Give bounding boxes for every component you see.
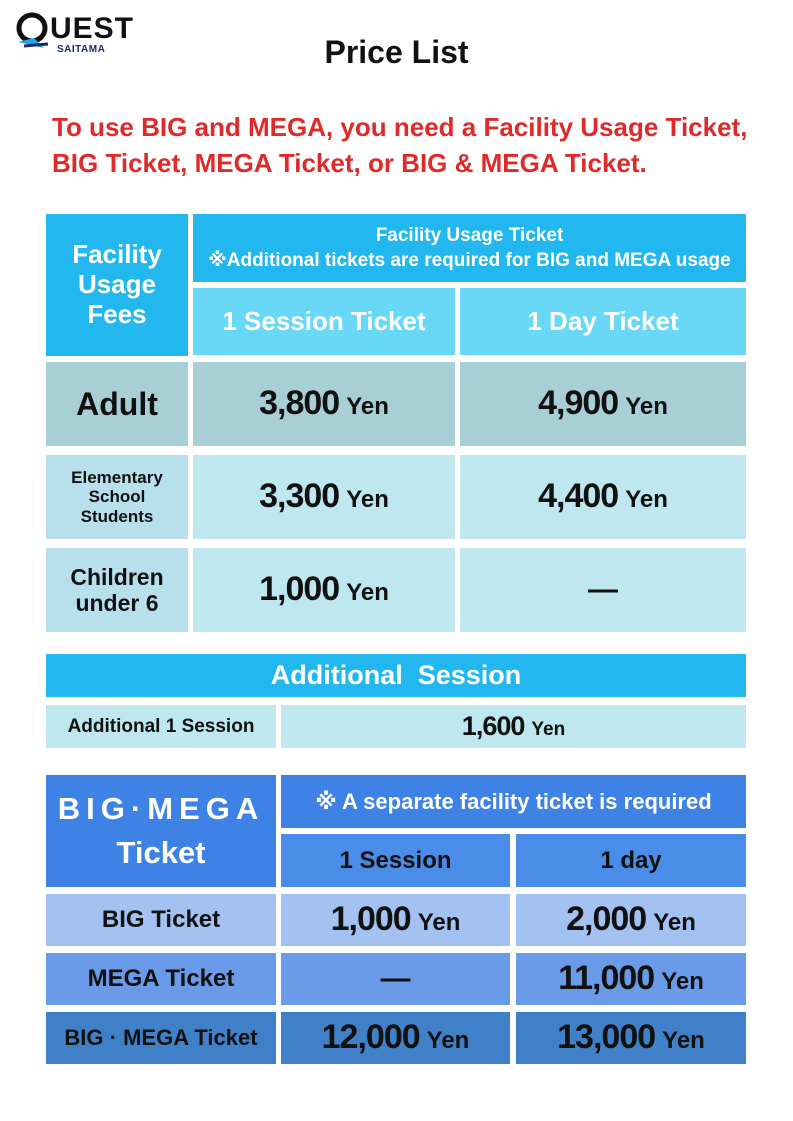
- row-label-big-ticket: BIG Ticket: [46, 894, 276, 946]
- logo-wordmark: UEST: [50, 12, 135, 45]
- price-adult-day: 4,900 Yen: [460, 362, 746, 446]
- additional-session-label: Additional 1 Session: [46, 705, 276, 748]
- bigmega-column-1-session: 1 Session: [281, 834, 510, 887]
- price-big-session: 1,000 Yen: [281, 894, 510, 946]
- price-elementary-day: 4,400 Yen: [460, 455, 746, 539]
- price-children-day: —: [460, 548, 746, 632]
- price-mega-session: —: [281, 953, 510, 1005]
- column-header-1-day: 1 Day Ticket: [460, 288, 746, 355]
- price-adult-session: 3,800 Yen: [193, 362, 455, 446]
- facility-ticket-header: [193, 214, 746, 282]
- facility-ticket-header-title: Facility Usage Ticket: [375, 224, 564, 246]
- row-label-elementary: Elementary School Students: [46, 455, 188, 539]
- column-header-1-session: 1 Session Ticket: [193, 288, 455, 355]
- row-label-children: Children under 6: [46, 548, 188, 632]
- bigmega-corner-header: [46, 775, 276, 887]
- facility-corner-header: Facility Usage Fees: [46, 214, 188, 356]
- page-title: Price List: [324, 34, 469, 70]
- price-big-mega-session: 12,000 Yen: [281, 1012, 510, 1064]
- price-elementary-session: 3,300 Yen: [193, 455, 455, 539]
- facility-ticket-header-note: ※Additional tickets are required for BIG and MEGA usage: [208, 249, 731, 271]
- bigmega-corner-line2: Ticket: [116, 835, 206, 870]
- logo-subtitle: SAITAMA: [57, 44, 106, 55]
- row-label-big-mega-ticket: BIG · MEGA Ticket: [46, 1012, 276, 1064]
- price-big-mega-day: 13,000 Yen: [516, 1012, 746, 1064]
- bigmega-column-1-day: 1 day: [516, 834, 746, 887]
- row-label-mega-ticket: MEGA Ticket: [46, 953, 276, 1005]
- row-label-adult: Adult: [46, 362, 188, 446]
- notice-line-2: BIG Ticket, MEGA Ticket, or BIG & MEGA Ticket.: [52, 148, 647, 178]
- additional-session-header: Additional Session: [46, 654, 746, 697]
- price-children-session: 1,000 Yen: [193, 548, 455, 632]
- price-big-day: 2,000 Yen: [516, 894, 746, 946]
- bigmega-note-header: ※ A separate facility ticket is required: [281, 775, 746, 828]
- bigmega-corner-line1: BIG·MEGA: [57, 791, 265, 827]
- notice-line-1: To use BIG and MEGA, you need a Facility Usage Ticket,: [52, 112, 748, 142]
- price-mega-day: 11,000 Yen: [516, 953, 746, 1005]
- additional-session-price: 1,600 Yen: [281, 705, 746, 748]
